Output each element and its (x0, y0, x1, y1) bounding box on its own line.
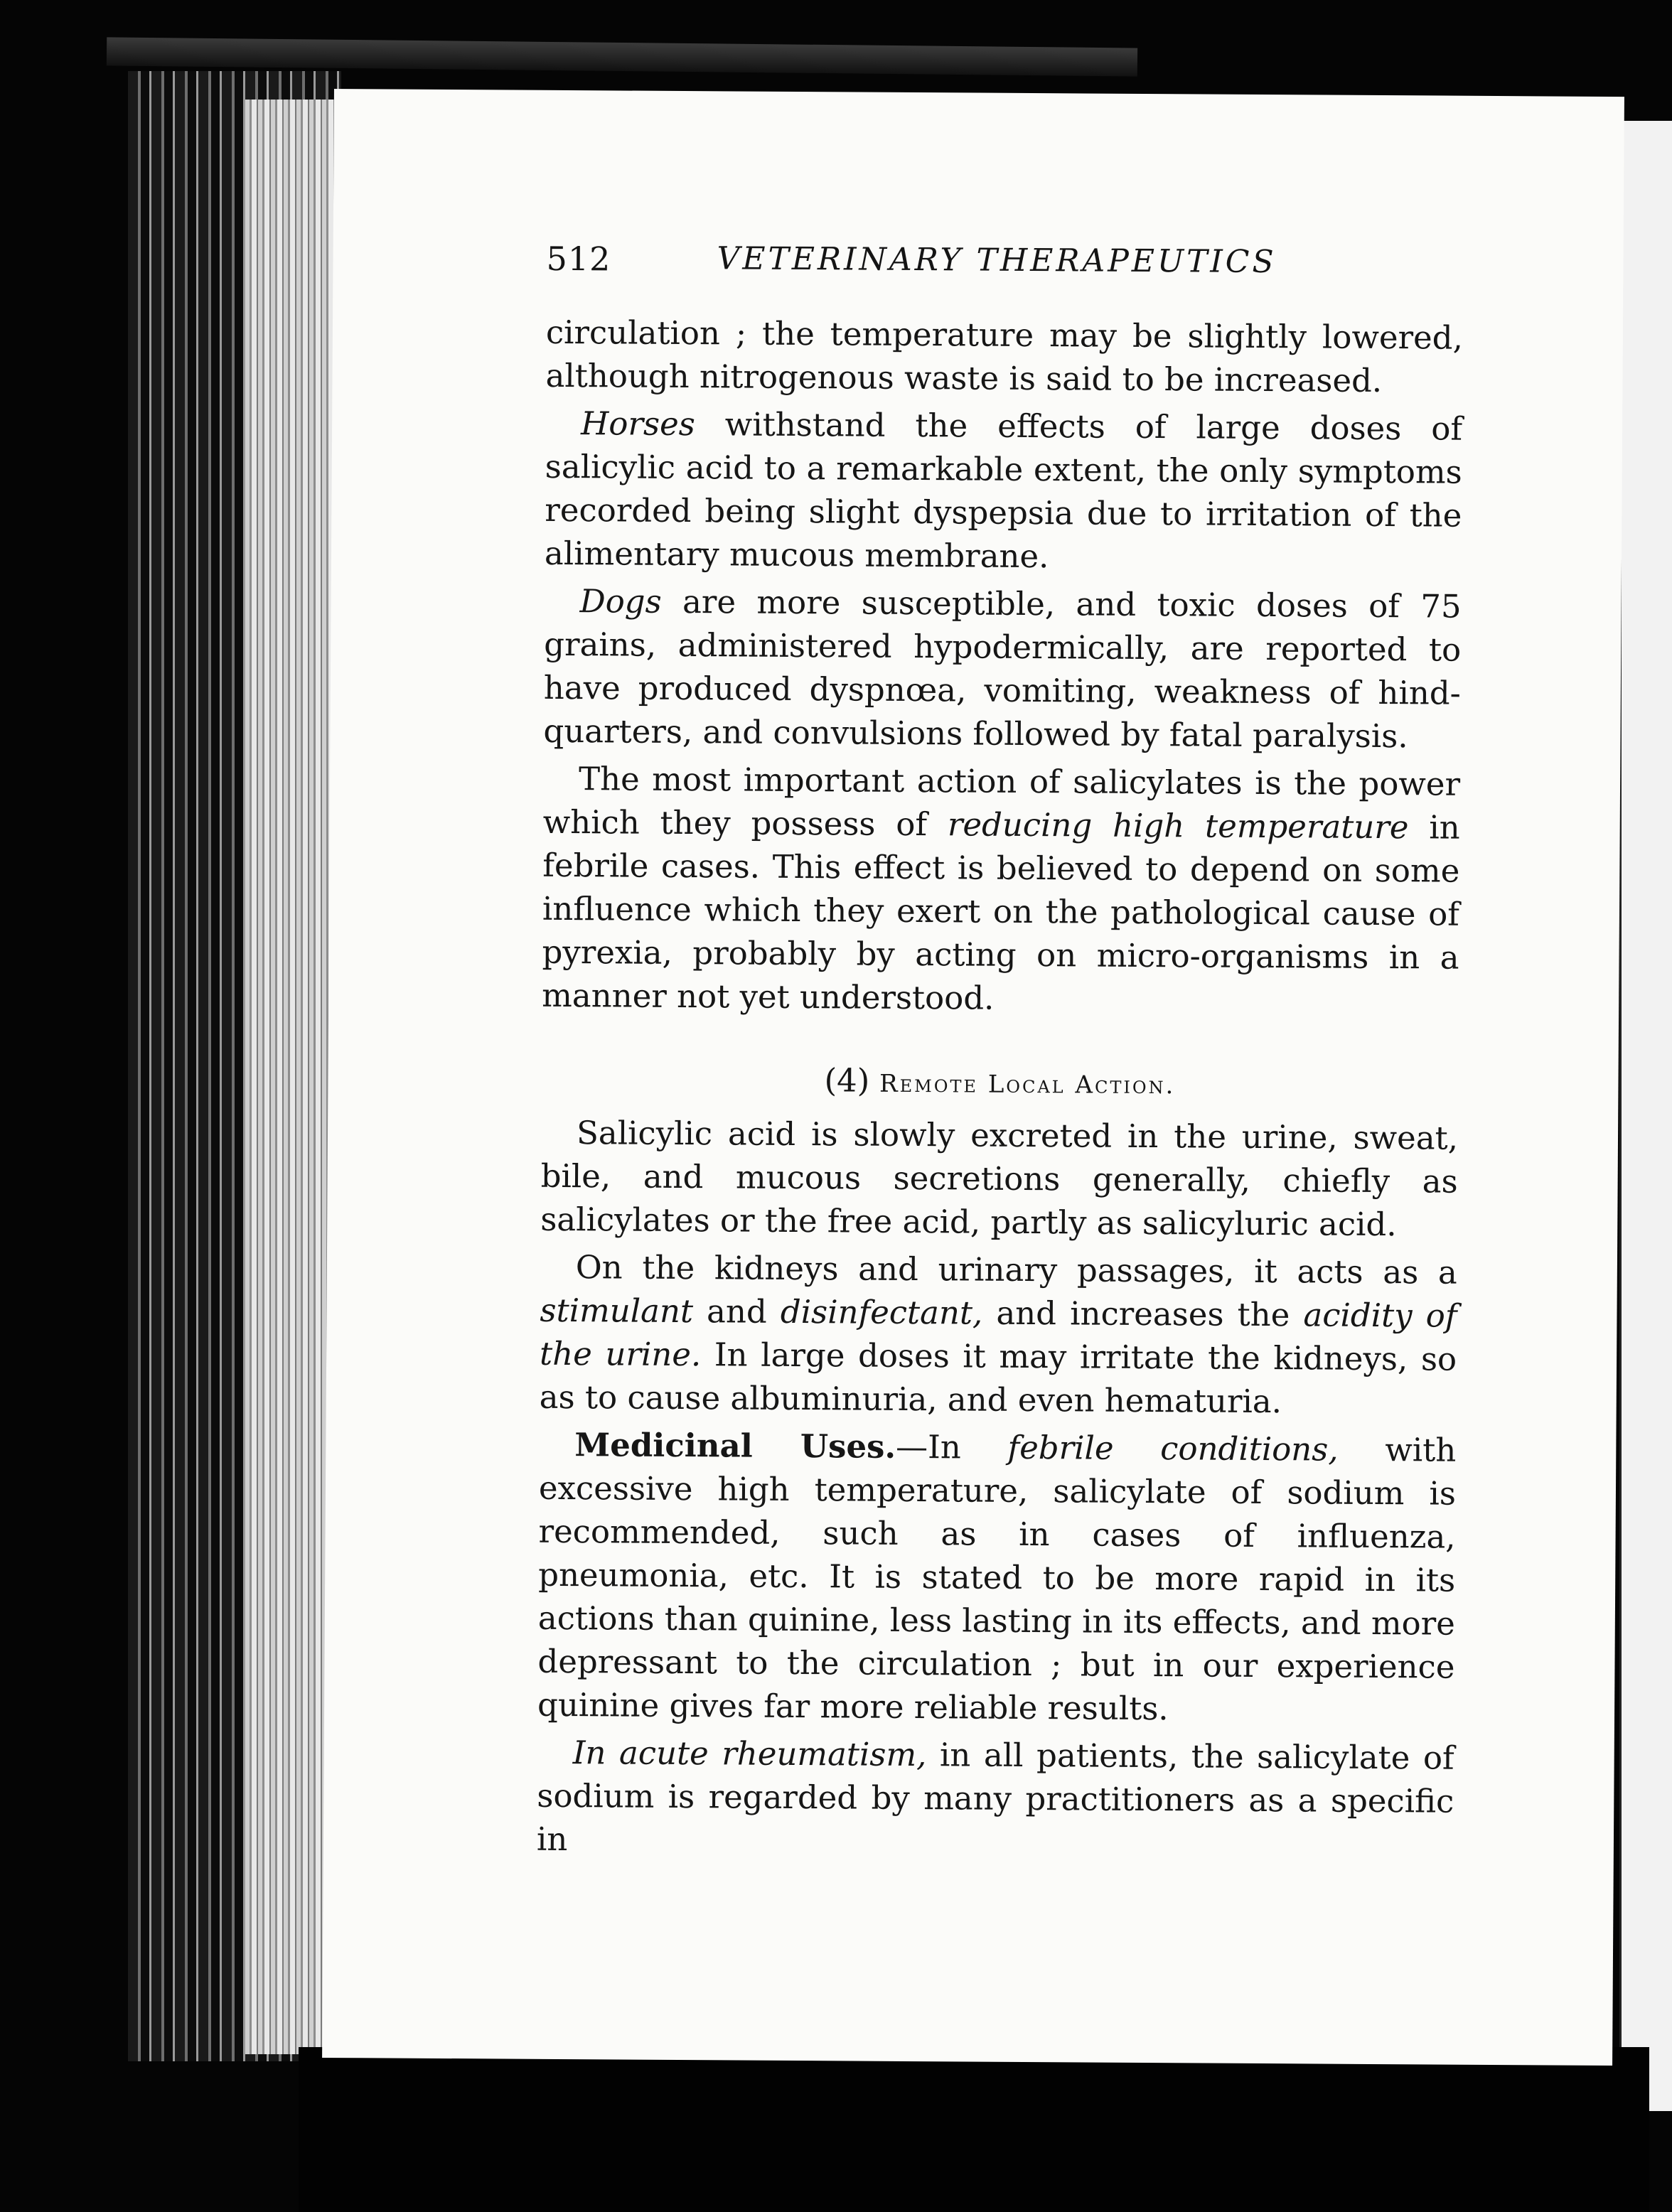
paragraph: In acute rheumatism, in all patients, the salicylate of sodium is regarded by many practitioners as a specific in (536, 1734, 1454, 1859)
running-title: VETERINARY THERAPEUTICS (717, 240, 1277, 281)
paragraph: Salicylic acid is slowly excreted in the urine, sweat, bile, and mucous secretions generally, chiefly as salicylates or the free acid, partly as salicyluric acid. (540, 1114, 1459, 1244)
paragraph: Horses withstand the effects of large doses of salicylic acid to a remarkable extent, the only symptoms recorded being slight dyspepsia due to irritation of the alimentary mucous membrane. (544, 404, 1463, 576)
paragraph: The most important action of salicylates is the power which they possess of reducing high temperature in febrile cases. This effect is believed to depend on some influence which they exert on the pathological cause of pyrexia, probably by acting on micro-organisms in a manner not yet understood. (542, 760, 1461, 1017)
facing-page-edge (1619, 121, 1672, 2111)
medicinal-uses-heading: Medicinal Uses. (574, 1426, 896, 1466)
running-head (546, 240, 1527, 295)
section-number: (4) (824, 1061, 870, 1100)
book-page (322, 89, 1624, 2066)
body-text (537, 311, 1463, 1871)
paragraph: Medicinal Uses.—In febrile conditions, with excessive high temperature, salicylate of sodium is recommended, such as in cases of influenza, pneumonia, etc. It is stated to be more rapid in its actions than quinine, less lasting in its effects, and more depressant to the circulation ; but in our experience quinine gives far more reliable results. (537, 1426, 1457, 1728)
section-title: Remote Local Action. (879, 1069, 1176, 1100)
paragraph: On the kidneys and urinary passages, it acts as a stimulant and disinfectant, and increases the acidity of the urine. In large doses it may irritate the kidneys, so as to cause albuminuria, and even hematuria. (539, 1248, 1458, 1421)
paragraph: circulation ; the temperature may be slightly lowered, although nitrogenous waste is said to be increased. (545, 313, 1464, 400)
bottom-shadow (299, 2047, 1649, 2212)
paragraph: Dogs are more susceptible, and toxic doses of 75 grains, administered hypodermically, are reported to have produced dyspnœa, vomiting, weakness of hind-quarters, and convulsions followed by fatal paralysis. (543, 582, 1462, 756)
section-heading (541, 1057, 1458, 1110)
page-number: 512 (546, 239, 611, 279)
